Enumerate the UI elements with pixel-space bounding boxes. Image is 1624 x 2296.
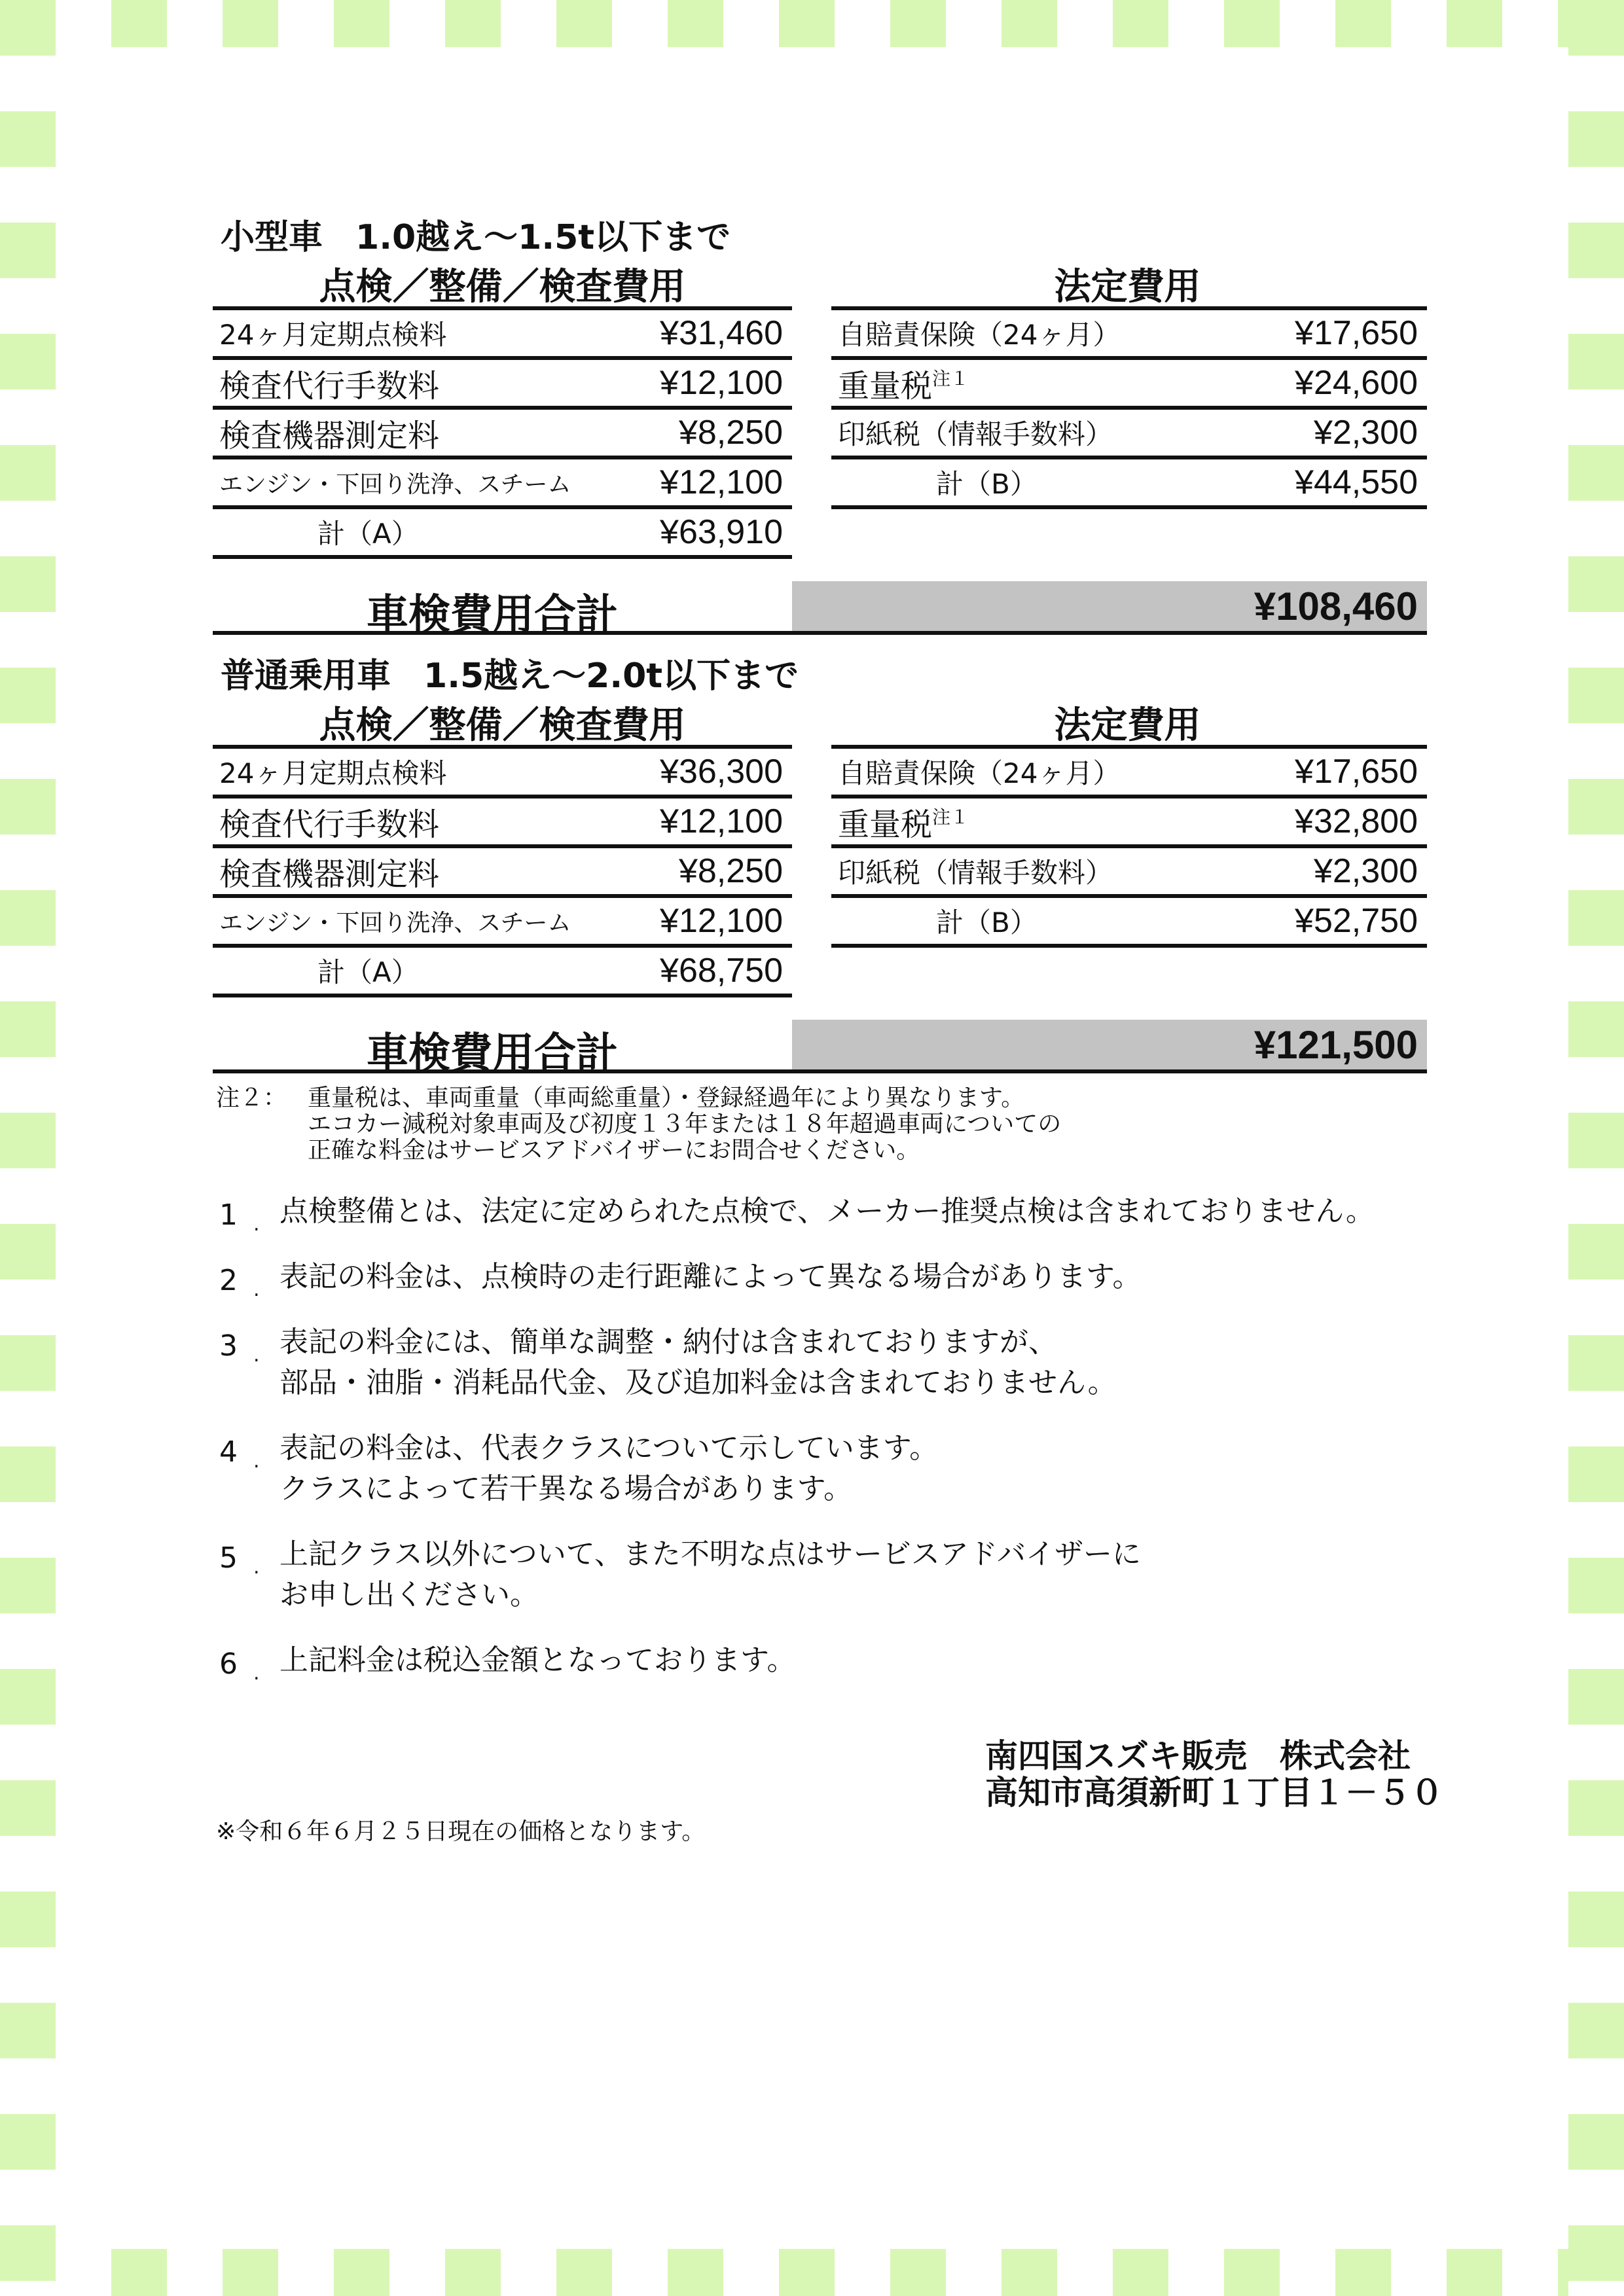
note-line: クラスによって若干異なる場合があります。	[280, 1472, 853, 1505]
row-label	[831, 799, 969, 844]
company-address: 高知市高須新町１丁目１－５０	[985, 1774, 1443, 1812]
checkered-border-right	[1568, 0, 1624, 2296]
row-value: ¥24,600	[1295, 364, 1418, 402]
list-item	[219, 1322, 1375, 1403]
table-row	[213, 894, 792, 944]
subtotal-row	[831, 456, 1427, 509]
checkered-border-top	[0, 0, 1624, 47]
grand-total-row	[213, 1020, 1427, 1078]
note-line: エコカー減税対象車両及び初度１３年または１８年超過車両についての	[308, 1111, 1062, 1138]
note-text	[280, 1534, 1375, 1615]
note-number: 2 .	[219, 1261, 238, 1301]
table-row	[213, 456, 792, 505]
row-label: 自賠責保険（24ヶ月）	[838, 757, 1121, 789]
inspection-cost-table	[213, 306, 792, 559]
subtotal-label: 計（A）	[317, 956, 419, 988]
price-date-footnote: ※令和６年６月２５日現在の価格となります。	[216, 1818, 706, 1845]
row-value: ¥17,650	[1295, 314, 1418, 352]
note-number: 4 .	[219, 1432, 238, 1473]
legal-cost-header: 法定費用	[1054, 704, 1201, 747]
section-title-class: 普通乗用車	[221, 656, 391, 696]
subtotal-label: 計（B）	[936, 468, 1038, 500]
note-number: 3 .	[219, 1326, 238, 1367]
grand-total-label: 車検費用合計	[367, 1030, 618, 1078]
table-row	[831, 844, 1427, 894]
table-row	[831, 356, 1427, 406]
list-item	[219, 1428, 1375, 1509]
company-name: 南四国スズキ販売 株式会社	[985, 1737, 1411, 1775]
subtotal-value: ¥52,750	[1295, 902, 1418, 940]
subtotal-value: ¥68,750	[660, 952, 783, 990]
inspection-cost-header: 点検／整備／検査費用	[319, 704, 686, 747]
table-row	[831, 745, 1427, 795]
row-label: 検査代行手数料	[219, 806, 440, 843]
note-head: 注２：	[216, 1085, 287, 1111]
note-number: 5 .	[219, 1538, 238, 1579]
note-ref: 注１	[932, 806, 969, 828]
note-line: 上記料金は税込金額となっております。	[280, 1643, 796, 1677]
subtotal-value: ¥44,550	[1295, 463, 1418, 501]
note-number: 6 .	[219, 1644, 238, 1685]
table-row	[213, 306, 792, 356]
note-line: お申し出ください。	[280, 1578, 539, 1611]
inspection-cost-table	[213, 745, 792, 997]
weight-tax-label: 重量税	[838, 806, 933, 843]
checkered-border-bottom	[0, 2249, 1624, 2296]
row-value: ¥12,100	[660, 802, 783, 840]
row-label: 検査機器測定料	[219, 417, 440, 454]
row-label: 印紙税（情報手数料）	[838, 418, 1113, 450]
list-item	[219, 1257, 1375, 1297]
list-item	[219, 1534, 1375, 1615]
section-title	[221, 209, 731, 259]
section-title-class: 小型車	[221, 218, 323, 257]
legal-cost-header: 法定費用	[1054, 266, 1201, 308]
note-line: 点検整備とは、法定に定められた点検で、メーカー推奨点検は含まれておりません。	[280, 1194, 1375, 1228]
row-label: 24ヶ月定期点検料	[219, 757, 447, 789]
row-value: ¥2,300	[1313, 852, 1418, 890]
row-label: エンジン・下回り洗浄、スチーム	[219, 471, 571, 498]
legal-cost-table	[831, 745, 1427, 948]
note-line: 上記クラス以外について、また不明な点はサービスアドバイザーに	[280, 1537, 1142, 1571]
note-line: 表記の料金は、代表クラスについて示しています。	[280, 1431, 939, 1465]
table-row	[831, 406, 1427, 456]
note-line: 重量税は、車両重量（車両総重量）・登録経過年により異なります。	[308, 1085, 1025, 1111]
row-label	[831, 361, 969, 406]
row-label: 24ヶ月定期点検料	[219, 319, 447, 351]
table-row	[213, 745, 792, 795]
note-line: 表記の料金には、簡単な調整・納付は含まれておりますが、	[280, 1325, 1057, 1359]
subtotal-row	[213, 505, 792, 559]
row-value: ¥17,650	[1295, 753, 1418, 791]
note-text	[280, 1640, 1375, 1681]
grand-total-value: ¥121,500	[1254, 1023, 1418, 1067]
section-title	[221, 648, 799, 697]
row-value: ¥12,100	[660, 463, 783, 501]
legal-cost-table	[831, 306, 1427, 509]
row-value: ¥12,100	[660, 902, 783, 940]
row-value: ¥8,250	[678, 414, 783, 452]
table-row	[831, 795, 1427, 844]
subtotal-value: ¥63,910	[660, 513, 783, 551]
row-label: エンジン・下回り洗浄、スチーム	[219, 909, 571, 937]
note-body	[308, 1085, 1061, 1164]
note-line: 正確な料金はサービスアドバイザーにお問合せください。	[308, 1137, 920, 1164]
note-text	[280, 1322, 1375, 1403]
weight-tax-label: 重量税	[838, 367, 933, 404]
row-value: ¥36,300	[660, 753, 783, 791]
note-line: 部品・油脂・消耗品代金、及び追加料金は含まれておりません。	[280, 1366, 1117, 1399]
inspection-cost-header: 点検／整備／検査費用	[319, 266, 686, 308]
table-row	[213, 356, 792, 406]
row-label: 検査機器測定料	[219, 855, 440, 893]
row-value: ¥8,250	[678, 852, 783, 890]
numbered-notes	[219, 1191, 1375, 1706]
row-label: 自賠責保険（24ヶ月）	[838, 319, 1121, 351]
company-info	[985, 1738, 1443, 1811]
note-text	[280, 1191, 1375, 1232]
subtotal-row	[831, 894, 1427, 948]
row-value: ¥31,460	[660, 314, 783, 352]
list-item	[219, 1640, 1375, 1681]
list-item	[219, 1191, 1375, 1232]
grand-total-bar	[792, 1020, 1427, 1069]
table-row	[213, 795, 792, 844]
row-label: 印紙税（情報手数料）	[838, 857, 1113, 889]
note-number: 1 .	[219, 1195, 238, 1236]
note-text	[280, 1428, 1375, 1509]
checkered-border-left	[0, 0, 56, 2296]
note-text	[280, 1257, 1375, 1297]
subtotal-row	[213, 944, 792, 997]
grand-total-value: ¥108,460	[1254, 584, 1418, 628]
table-row	[213, 406, 792, 456]
subtotal-label: 計（A）	[317, 518, 419, 550]
row-value: ¥32,800	[1295, 802, 1418, 840]
section-title-range: 1.5越え～2.0t以下まで	[424, 656, 799, 696]
note-line: 表記の料金は、点検時の走行距離によって異なる場合があります。	[280, 1260, 1142, 1293]
row-value: ¥2,300	[1313, 414, 1418, 452]
table-row	[831, 306, 1427, 356]
subtotal-label: 計（B）	[936, 906, 1038, 939]
row-label: 検査代行手数料	[219, 367, 440, 404]
grand-total-row	[213, 581, 1427, 639]
grand-total-label: 車検費用合計	[367, 591, 618, 639]
row-value: ¥12,100	[660, 364, 783, 402]
grand-total-bar	[792, 581, 1427, 631]
table-row	[213, 844, 792, 894]
note-ref: 注１	[932, 367, 969, 389]
section-title-range: 1.0越え～1.5t以下まで	[355, 218, 731, 257]
